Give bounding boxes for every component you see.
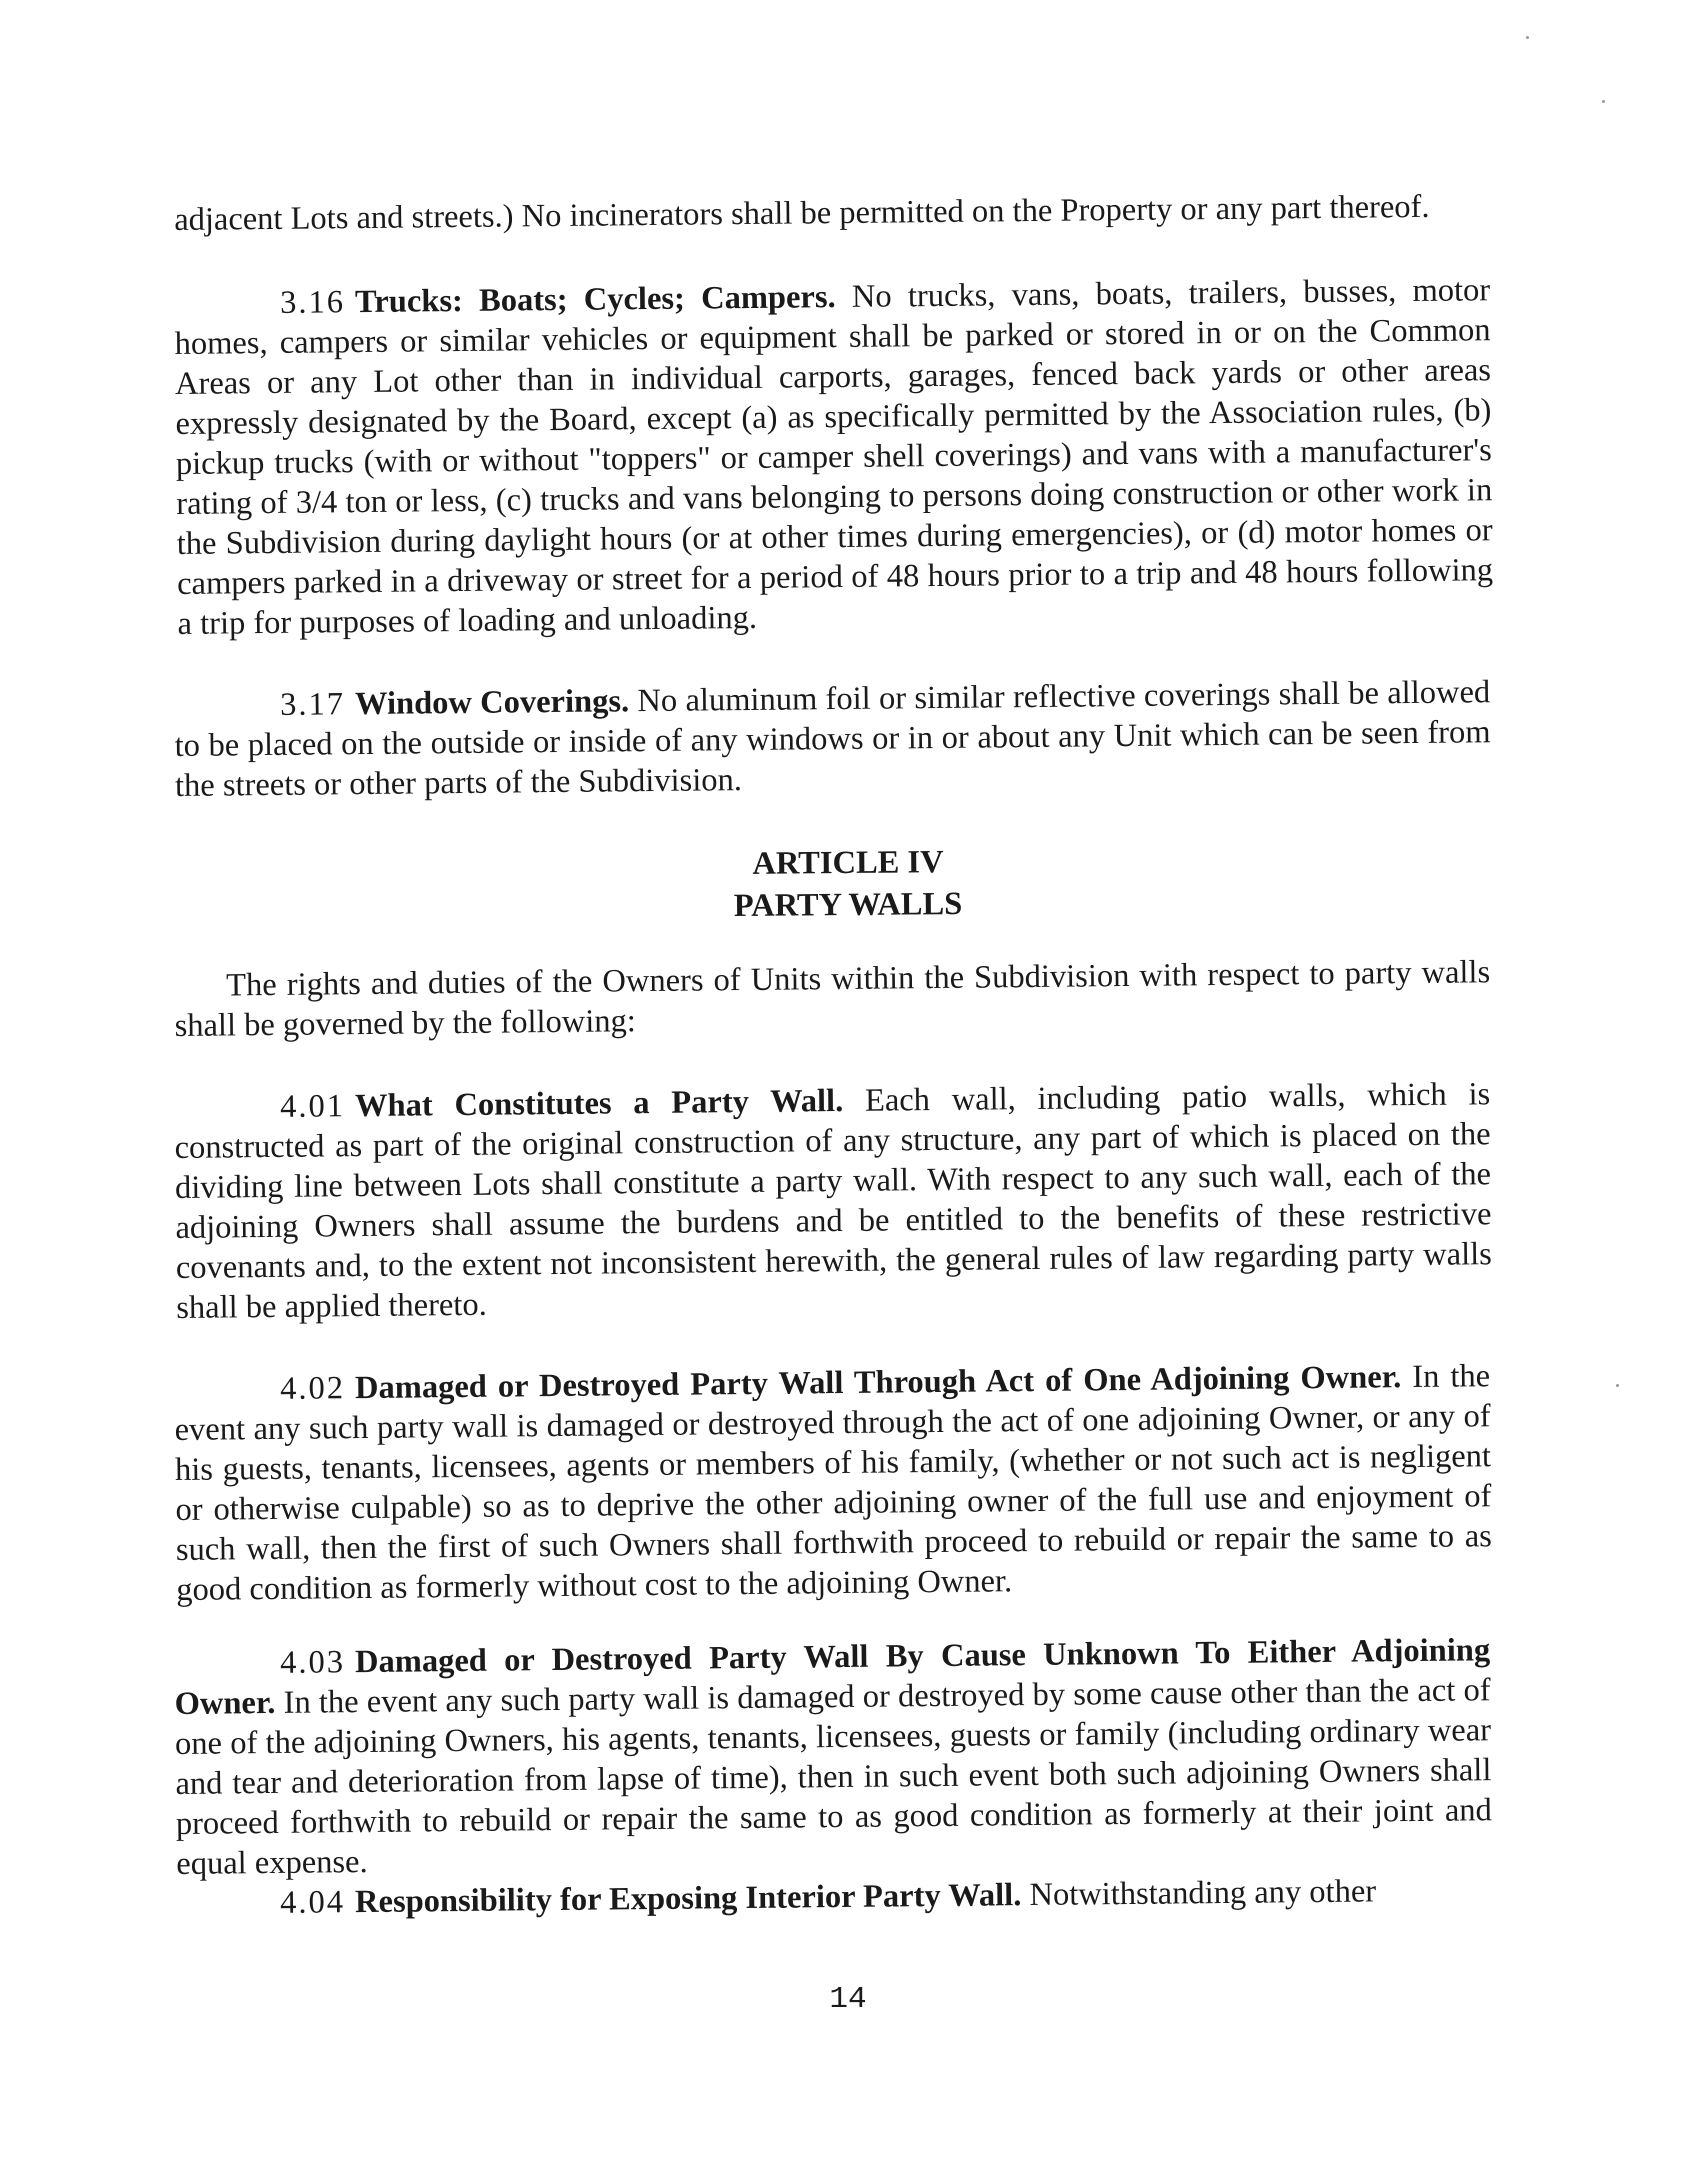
section-number: 4.04 xyxy=(280,1884,346,1921)
section-4-03 xyxy=(174,1630,1492,1884)
section-3-17 xyxy=(174,672,1491,806)
section-body: No aluminum foil or similar reflective coverings shall be allowed to be placed on the outside or inside of any windows or in or about any Unit which can be seen from the streets or other parts of the Subdivision. xyxy=(174,674,1491,804)
section-number: 3.17 xyxy=(280,686,346,723)
section-3-16 xyxy=(174,270,1494,644)
section-body: No trucks, vans, boats, trailers, busses, motor homes, campers or similar vehicles or equipment shall be parked or stored in or on the Common Areas or any Lot other than in individual carports, garages, fenced back yards or other areas expressly designated by the Board, except (a) as specifically permitted by the Association rules, (b) pickup trucks (with or without "toppers" or camper shell coverings) and vans with a manufacturer's rating of 3/4 ton or less, (c) trucks and vans belonging to persons doing construction or other work in the Subdivision during daylight hours (or at other times during emergencies), or (d) motor homes or campers parked in a driveway or street for a period of 48 hours prior to a trip and 48 hours following a trip for purposes of loading and unloading. xyxy=(174,272,1494,642)
article-intro: The rights and duties of the Owners of Units within the Subdivision with respect to party walls shall be governed by the following: xyxy=(174,954,1491,1044)
article-number: ARTICLE IV xyxy=(752,844,944,882)
section-number: 4.02 xyxy=(280,1370,346,1407)
section-heading: Trucks: Boats; Cycles; Campers. xyxy=(354,279,836,321)
section-4-02 xyxy=(174,1356,1492,1610)
section-body: In the event any such party wall is damaged or destroyed through the act of one adjoining Owner, or any of his guests, tenants, licensees, agents or members of his family, (whether or not such act is negligent or otherwise culpable) so as to deprive the other adjoining owner of the full use and enjoyment of such wall, then the first of such Owners shall forthwith proceed to rebuild or repair the same to as good condition as formerly without cost to the adjoining Owner. xyxy=(174,1358,1493,1608)
section-4-01 xyxy=(174,1074,1492,1328)
section-body: Each wall, including patio walls, which is constructed as part of the original construction of any structure, any part of which is placed on the dividing line between Lots shall constitute a party wall. With respect to any such wall, each of the adjoining Owners shall assume the burdens and be entitled to the benefits of these restrictive covenants and, to the extent not inconsistent herewith, the general rules of law regarding party walls shall be applied thereto. xyxy=(174,1076,1493,1326)
scan-speck xyxy=(1526,36,1529,39)
section-number: 4.01 xyxy=(280,1088,346,1125)
scan-speck xyxy=(1616,1384,1619,1387)
section-heading: Window Coverings. xyxy=(354,683,630,723)
section-heading: Damaged or Destroyed Party Wall Through Act of One Adjoining Owner. xyxy=(354,1359,1402,1407)
scan-speck xyxy=(1602,100,1605,103)
section-body: Notwithstanding any other xyxy=(1029,1873,1377,1914)
continuation-paragraph: adjacent Lots and streets.) No incinerators shall be permitted on the Property or any part thereof. xyxy=(174,188,1430,238)
section-heading: What Constitutes a Party Wall. xyxy=(354,1082,844,1125)
section-number: 3.16 xyxy=(280,284,346,321)
section-body: In the event any such party wall is damaged or destroyed by some cause other than the act of one of the adjoining Owners, his agents, tenants, licensees, guests or family (including ordinary wear and tear and deterioration from lapse of time), then in such event both such adjoining Owners shall proceed forthwith to rebuild or repair the same to as good condition as formerly at their joint and equal expense. xyxy=(174,1672,1493,1882)
page-number: 14 xyxy=(829,1982,867,2017)
section-heading: Responsibility for Exposing Interior Party Wall. xyxy=(354,1877,1022,1921)
article-title: PARTY WALLS xyxy=(733,886,963,924)
section-heading: Damaged or Destroyed Party Wall By Cause Unknown To Either Adjoining Owner. xyxy=(174,1632,1491,1722)
section-number: 4.03 xyxy=(280,1644,346,1681)
